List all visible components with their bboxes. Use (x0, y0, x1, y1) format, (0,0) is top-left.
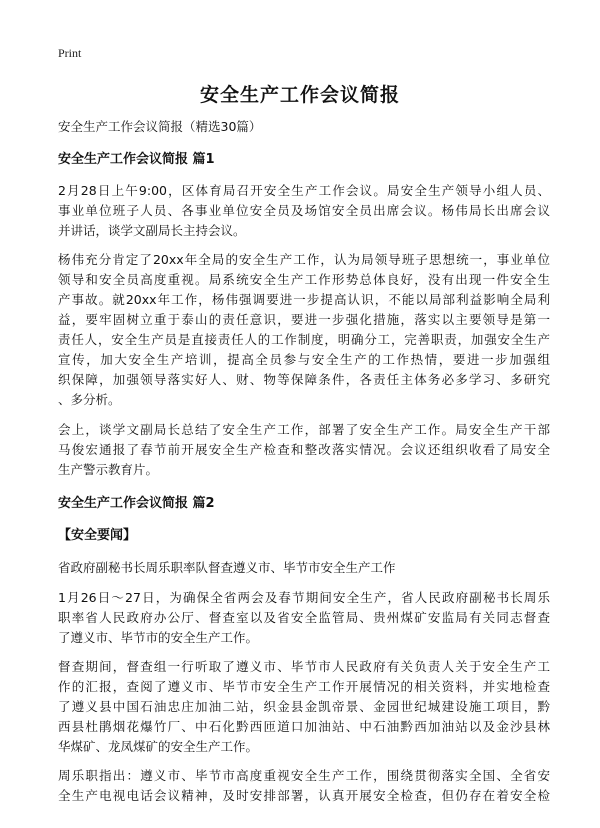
paragraph-line: 事业单位班子人员、各事业单位安全员及场馆安全员出席会议。杨伟局长出席会议 (58, 203, 550, 218)
paragraph-line: 会上，谈学文副局长总结了安全生产工作，部署了安全生产工作。局安全生产干部 (58, 422, 550, 437)
paragraph-line: 1月26日～27日，为确保全省两会及春节期间安全生产，省人民政府副秘书长周乐 (58, 590, 550, 605)
paragraph-line: 了遵义市、毕节市的安全生产工作。 (58, 630, 259, 645)
section1-heading: 安全生产工作会议简报 篇1 (58, 152, 215, 167)
paragraph-line: 西县杜鹃烟花爆竹厂、中石化黔西匝道口加油站、中石油黔西加油站以及金沙县林 (58, 719, 550, 734)
news-headline: 省政府副秘书长周乐职率队督查遵义市、毕节市安全生产工作 (58, 560, 396, 575)
section2-heading: 安全生产工作会议简报 篇2 (58, 496, 215, 511)
paragraph-line: 职率省人民政府办公厅、督查室以及省安全监管局、贵州煤矿安监局有关同志督查 (58, 610, 550, 625)
document-subtitle: 安全生产工作会议简报（精选30篇） (58, 119, 262, 134)
paragraph-line: 并讲话，谈学文副局长主持会议。 (58, 223, 246, 238)
paragraph-line: 益，要牢固树立重于泰山的责任意识，要进一步强化措施，落实以主要领导是第一 (58, 312, 550, 327)
section2-subheading: 【安全要闻】 (58, 528, 137, 543)
paragraph-line: 杨伟充分肯定了20xx年全局的安全生产工作，认为局领导班子思想统一，事业单位 (58, 252, 550, 267)
paragraph-line: 生产警示教育片。 (58, 462, 159, 477)
paragraph-line: 马俊宏通报了春节前开展安全生产检查和整改落实情况。会议还组织收看了局安全 (58, 442, 550, 457)
paragraph-line: 作的汇报，查阅了遵义市、毕节市安全生产工作开展情况的相关资料，并实地检查 (58, 679, 550, 694)
document-title: 安全生产工作会议简报 (199, 84, 400, 106)
paragraph-line: 2月28日上午9:00，区体育局召开安全生产工作会议。局安全生产领导小组人员、 (58, 183, 550, 198)
paragraph-line: 产事故。就20xx年工作，杨伟强调要进一步提高认识，不能以局部利益影响全局利 (58, 292, 550, 307)
paragraph-line: 督查期间，督查组一行听取了遵义市、毕节市人民政府有关负责人关于安全生产工 (58, 659, 550, 674)
paragraph-line: 宣传，加大安全生产培训，提高全员参与安全生产的工作热情，要进一步加强组 (58, 352, 550, 367)
paragraph-line: 周乐职指出：遵义市、毕节市高度重视安全生产工作，围绕贯彻落实全国、全省安 (58, 768, 550, 783)
paragraph-line: 领导和安全员高度重视。局系统安全生产工作形势总体良好，没有出现一件安全生 (58, 272, 550, 287)
print-label: Print (58, 46, 82, 60)
paragraph-line: 织保障，加强领导落实好人、财、物等保障条件，各责任主体务必多学习、多研究 (58, 372, 550, 387)
paragraph-line: 、多分析。 (58, 392, 121, 407)
paragraph-line: 责任人，安全生产员是直接责任人的工作制度，明确分工，完善职责，加强安全生产 (58, 332, 550, 347)
paragraph-line: 全生产电视电话会议精神，及时安排部署，认真开展安全检查，但仍存在着安全检 (58, 788, 550, 803)
paragraph-line: 华煤矿、龙凤煤矿的安全生产工作。 (58, 739, 259, 754)
paragraph-line: 了遵义县中国石油忠庄加油二站，织金县金凯帝景、金园世纪城建设施工项目，黔 (58, 699, 550, 714)
